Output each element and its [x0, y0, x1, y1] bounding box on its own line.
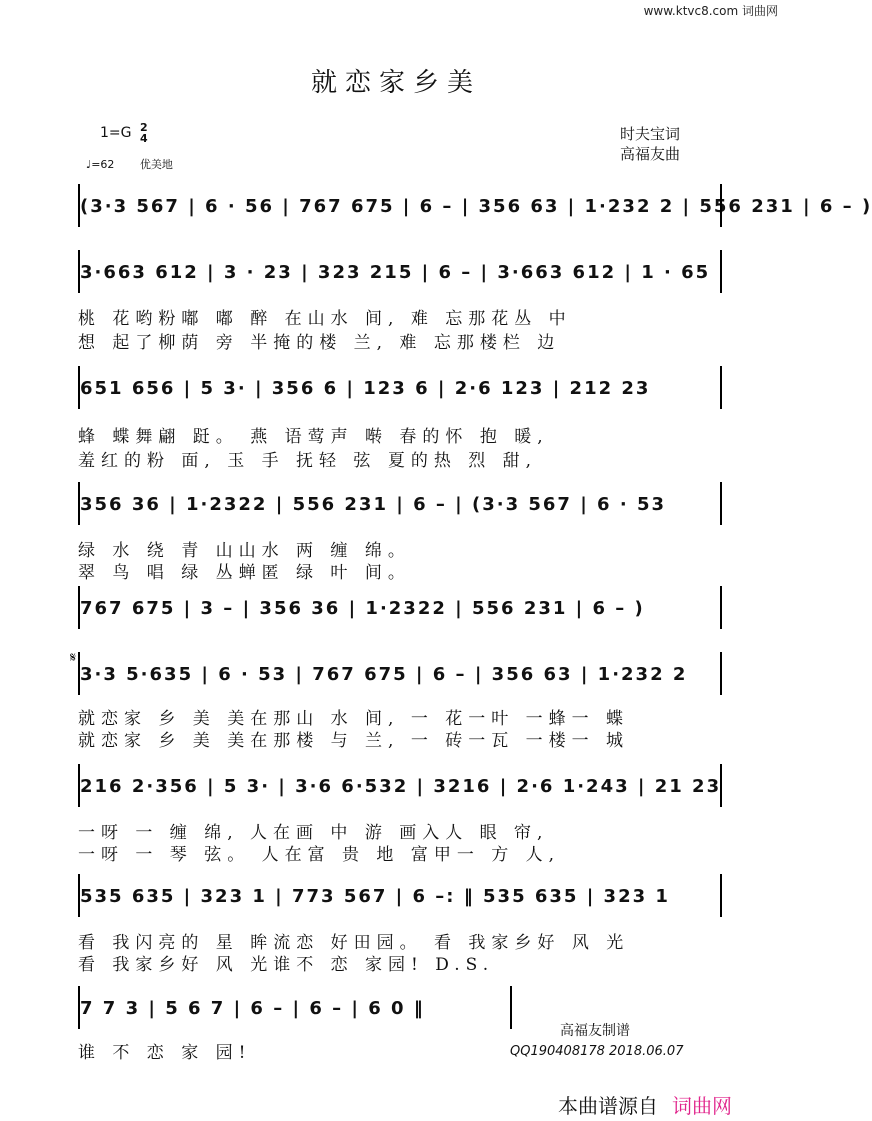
source-banner[interactable] [558, 1090, 732, 1119]
time-denominator: 4 [139, 132, 148, 145]
lyric-line-6a: 就恋家 乡 美 美在那山 水 间, 一 花一叶 一蜂一 蝶 [78, 709, 630, 729]
score-line-8: 535 635 | 323 1 | 773 567 | 6 –: ‖ 535 635 | 323 1 [80, 886, 720, 907]
lyricist: 时夫宝词 [620, 125, 681, 143]
lyric-line-2a: 桃 花哟粉嘟 嘟 醉 在山水 间, 难 忘那花丛 中 [78, 309, 572, 329]
arranger-credit: 高福友制谱 [560, 1023, 630, 1039]
lyric-line-7b: 一呀 一 琴 弦。 人在富 贵 地 富甲一 方 人, [78, 845, 561, 865]
time-signature [140, 122, 148, 144]
score-line-9: 7 7 3 | 5 6 7 | 6 – | 6 – | 6 0 ‖ [80, 998, 510, 1019]
lyric-line-2b: 想 起了柳荫 旁 半掩的楼 兰, 难 忘那楼栏 边 [78, 333, 561, 353]
score-line-2: 3·663 612 | 3 · 23 | 323 215 | 6 – | 3·663 612 | 1 · 65 [80, 262, 720, 283]
score-line-7: 216 2·356 | 5 3· | 3·6 6·532 | 3216 | 2·6 1·243 | 21 23 [80, 776, 722, 797]
source-label: 本曲谱源自 [558, 1094, 658, 1118]
site-url[interactable]: www.ktvc8.com 词曲网 [643, 4, 778, 18]
lyric-line-3a: 蜂 蝶舞翩 跹。 燕 语莺声 啭 春的怀 抱 暖, [78, 427, 549, 447]
lyric-line-7a: 一呀 一 缠 绵, 人在画 中 游 画入人 眼 帘, [78, 823, 549, 843]
lyric-line-6b: 就恋家 乡 美 美在那楼 与 兰, 一 砖一瓦 一楼一 城 [78, 731, 630, 751]
composer: 高福友曲 [620, 145, 681, 163]
key-label: 1=G [100, 125, 132, 141]
score-line-3: 651 656 | 5 3· | 356 6 | 123 6 | 2·6 123 | 212 23 [80, 378, 720, 399]
tempo-marking [86, 156, 173, 172]
time-numerator: 2 [139, 121, 148, 134]
credits [620, 124, 680, 164]
score-line-5: 767 675 | 3 – | 356 36 | 1·2322 | 556 231 | 6 – ) [80, 598, 720, 619]
lyric-line-8a: 看 我闪亮的 星 眸流恋 好田园。 看 我家乡好 风 光 [78, 933, 630, 953]
tempo-value: ♩=62 [86, 158, 115, 171]
expression-mark: 优美地 [139, 158, 173, 171]
score-line-6: 3·3 5·635 | 6 · 53 | 767 675 | 6 – | 356 63 | 1·232 2 [80, 664, 720, 685]
source-brand-logo[interactable]: 词曲网 [672, 1094, 732, 1118]
lyric-line-3b: 羞红的粉 面, 玉 手 抚轻 弦 夏的热 烈 甜, [78, 451, 538, 471]
contact-date: QQ190408178 2018.06.07 [510, 1044, 684, 1059]
key-signature [100, 122, 148, 144]
segno-icon: 𝄋 [70, 650, 77, 666]
score-line-4: 356 36 | 1·2322 | 556 231 | 6 – | (3·3 567 | 6 · 53 [80, 494, 720, 515]
lyric-line-9a: 谁 不 恋 家 园! [78, 1043, 252, 1063]
lyric-line-8b: 看 我家乡好 风 光谁不 恋 家园! D.S. [78, 955, 495, 975]
score-line-1: (3·3 567 | 6 · 56 | 767 675 | 6 – | 356 63 | 1·232 2 | 556 231 | 6 – ) [80, 196, 872, 217]
lyric-line-4a: 绿 水 绕 青 山山水 两 缠 绵。 [78, 541, 411, 561]
lyric-line-4b: 翠 鸟 唱 绿 丛蝉匿 绿 叶 间。 [78, 563, 411, 583]
song-title: 就恋家乡美 [310, 68, 481, 98]
